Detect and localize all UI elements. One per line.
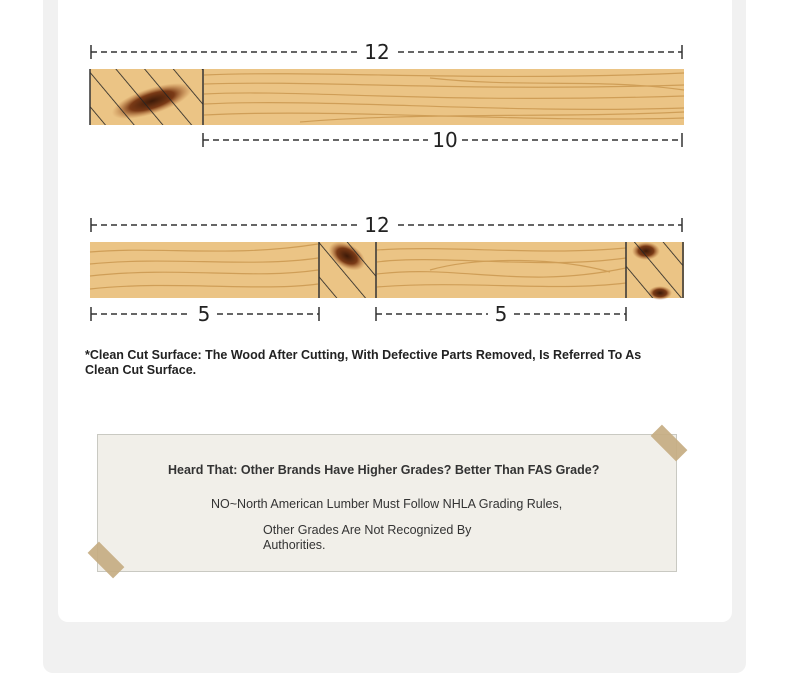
paper-note (97, 434, 677, 572)
board2-top-dimension: 12 (364, 213, 390, 237)
paper-note-conclusion: Other Grades Are Not Recognized By Authorities. (263, 523, 472, 552)
paper-note-question: Heard That: Other Brands Have Higher Grades? Better Than FAS Grade? (168, 463, 600, 477)
board2-defect-hatch-middle (319, 242, 376, 298)
board2-right-dimension: 5 (494, 302, 508, 326)
board-1 (90, 40, 684, 152)
board1-defect-hatch (90, 69, 203, 125)
board2-left-dimension: 5 (197, 302, 211, 326)
paper-note-answer: NO~North American Lumber Must Follow NHLA Grading Rules, (211, 497, 563, 511)
clean-cut-note: *Clean Cut Surface: The Wood After Cutting, With Defective Parts Removed, Is Referred To As Clean Cut Surface. (85, 348, 642, 377)
board1-bottom-dimension: 10 (432, 128, 458, 152)
board1-top-dimension: 12 (364, 40, 390, 64)
board-2 (90, 213, 684, 326)
board2-defect-hatch-right (626, 242, 683, 298)
